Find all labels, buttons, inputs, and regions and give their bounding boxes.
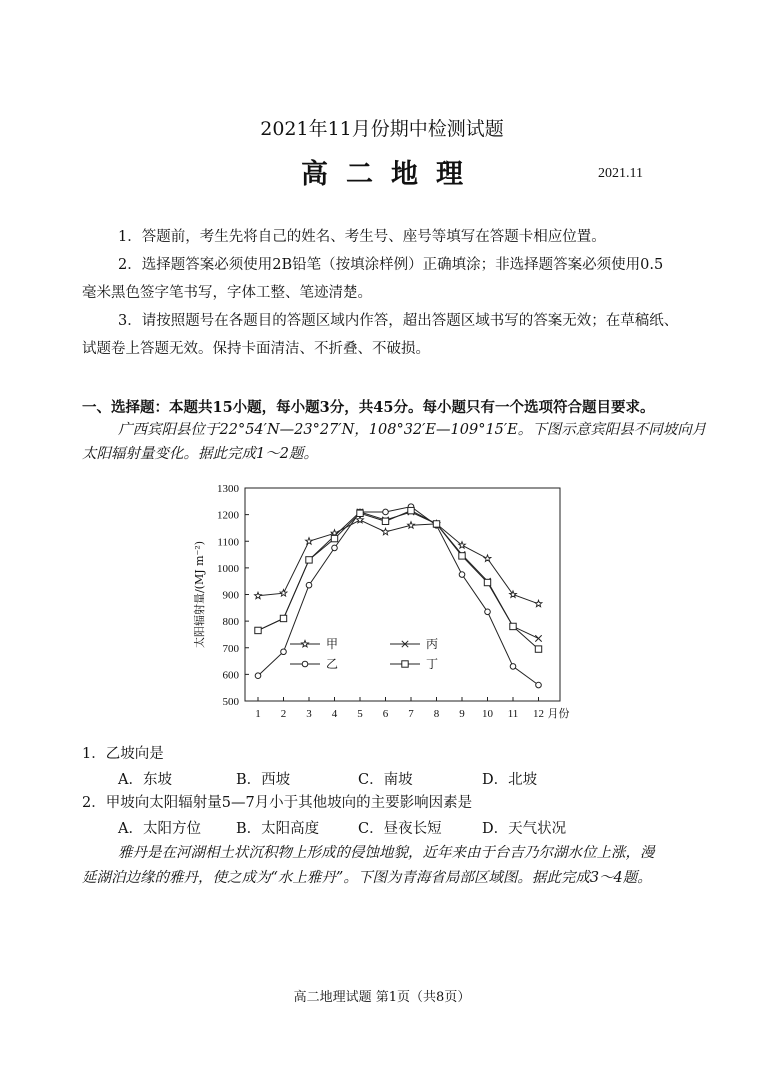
instruction-3: 3．请按照题号在各题目的答题区域内作答，超出答题区域书写的答案无效；在草稿纸、 bbox=[118, 313, 679, 329]
question-2-option-a: A．太阳方位 bbox=[118, 821, 201, 837]
series-line-2 bbox=[258, 512, 539, 638]
section-heading: 一、选择题：本题共15小题，每小题3分，共45分。每小题只有一个选项符合题目要求。 bbox=[82, 399, 655, 416]
instruction-1: 1．答题前，考生先将自己的姓名、考生号、座号等填写在答题卡相应位置。 bbox=[118, 229, 606, 245]
intro-line-2: 太阳辐射量变化。据此完成1～2题。 bbox=[82, 446, 318, 462]
intro-line-1: 广西宾阳县位于22°54′N—23°27′N，108°32′E—109°15′E。下图示意宾阳县不同坡向月 bbox=[118, 422, 707, 438]
data-point bbox=[255, 673, 261, 679]
data-point bbox=[306, 582, 312, 588]
x-tick-label: 11 bbox=[507, 708, 519, 720]
data-point bbox=[433, 521, 439, 527]
data-point bbox=[383, 509, 389, 515]
legend-label: 乙 bbox=[326, 657, 339, 671]
data-point bbox=[280, 590, 287, 597]
page-footer: 高二地理试题 第1页（共8页） bbox=[293, 990, 471, 1005]
y-tick-label: 800 bbox=[222, 616, 239, 629]
data-point bbox=[459, 553, 465, 559]
data-point bbox=[280, 615, 286, 621]
data-point bbox=[459, 572, 465, 578]
x-tick-label: 6 bbox=[382, 708, 389, 720]
data-point bbox=[331, 535, 337, 541]
question-1-option-b: B．西坡 bbox=[236, 772, 291, 788]
data-point bbox=[408, 522, 415, 529]
passage-line-2: 延湖泊边缘的雅丹，使之成为“水上雅丹”。下图为青海省局部区域图。据此完成3～4题。 bbox=[82, 870, 652, 886]
exam-date: 2021.11 bbox=[598, 166, 643, 181]
y-tick-label: 1200 bbox=[217, 509, 239, 522]
data-point bbox=[382, 518, 388, 524]
question-2-option-d: D．天气状况 bbox=[482, 821, 567, 837]
x-tick-label: 4 bbox=[331, 708, 338, 720]
series-line-1 bbox=[258, 520, 539, 604]
instruction-3-cont: 试题卷上答题无效。保持卡面清洁、不折叠、不破损。 bbox=[82, 341, 430, 357]
data-point bbox=[306, 557, 312, 563]
question-1-option-a: A．东坡 bbox=[118, 772, 172, 788]
instruction-2: 2．选择题答案必须使用2B铅笔（按填涂样例）正确填涂；非选择题答案必须使用0.5 bbox=[118, 257, 664, 273]
question-2-stem: 2．甲坡向太阳辐射量5—7月小于其他坡向的主要影响因素是 bbox=[82, 795, 473, 811]
y-tick-label: 1100 bbox=[217, 536, 239, 549]
legend-marker bbox=[302, 640, 309, 647]
data-point bbox=[408, 507, 414, 513]
x-tick-label: 7 bbox=[408, 708, 414, 720]
question-1-option-d: D．北坡 bbox=[482, 772, 538, 788]
series-line-3 bbox=[258, 507, 539, 685]
question-2-option-b: B．太阳高度 bbox=[236, 821, 320, 837]
data-point bbox=[357, 510, 363, 516]
data-point bbox=[255, 592, 262, 599]
x-axis-label: 月份 bbox=[547, 707, 570, 720]
x-tick-label: 5 bbox=[357, 708, 363, 720]
data-point bbox=[484, 579, 490, 585]
y-tick-label: 900 bbox=[222, 589, 239, 602]
data-point bbox=[382, 528, 389, 535]
solar-radiation-chart bbox=[185, 476, 595, 726]
passage-line-1: 雅丹是在河湖相土状沉积物上形成的侵蚀地貌，近年来由于台吉乃尔湖水位上涨，漫 bbox=[118, 845, 655, 861]
y-tick-label: 1000 bbox=[217, 562, 239, 575]
data-point bbox=[306, 538, 313, 545]
x-tick-label: 3 bbox=[306, 708, 312, 720]
data-point bbox=[535, 635, 541, 641]
data-point bbox=[484, 555, 491, 562]
y-tick-label: 500 bbox=[222, 696, 239, 708]
legend-marker bbox=[302, 661, 308, 667]
question-1-option-c: C．南坡 bbox=[358, 772, 413, 788]
y-axis-label: 太阳辐射量/(MJ m⁻²) bbox=[193, 540, 206, 649]
subject-title: 高二地理 bbox=[301, 159, 481, 190]
x-tick-label: 1 bbox=[255, 708, 261, 720]
data-point bbox=[485, 609, 491, 615]
legend-label: 甲 bbox=[326, 637, 339, 651]
x-tick-label: 2 bbox=[280, 708, 287, 720]
data-point bbox=[281, 649, 287, 655]
y-tick-label: 700 bbox=[222, 642, 239, 655]
x-tick-label: 9 bbox=[459, 708, 465, 720]
y-tick-label: 600 bbox=[222, 669, 239, 682]
data-point bbox=[510, 623, 516, 629]
data-point bbox=[535, 646, 541, 652]
legend-marker bbox=[402, 661, 408, 667]
legend-label: 丁 bbox=[426, 657, 439, 671]
x-tick-label: 10 bbox=[482, 708, 493, 720]
x-tick-label: 8 bbox=[433, 708, 440, 720]
question-1-stem: 1．乙坡向是 bbox=[82, 746, 164, 762]
exam-title: 2021年11月份期中检测试题 bbox=[260, 118, 504, 140]
question-2-option-c: C．昼夜长短 bbox=[358, 821, 442, 837]
data-point bbox=[357, 516, 364, 523]
data-point bbox=[510, 664, 516, 670]
x-tick-label: 12 bbox=[533, 708, 544, 720]
series-line-4 bbox=[258, 511, 539, 649]
data-point bbox=[255, 627, 261, 633]
data-point bbox=[332, 545, 338, 551]
data-point bbox=[535, 600, 542, 607]
y-tick-label: 1300 bbox=[217, 483, 239, 495]
instruction-2-cont: 毫米黑色签字笔书写，字体工整、笔迹清楚。 bbox=[82, 285, 372, 301]
data-point bbox=[536, 682, 542, 688]
legend-label: 丙 bbox=[426, 637, 439, 651]
